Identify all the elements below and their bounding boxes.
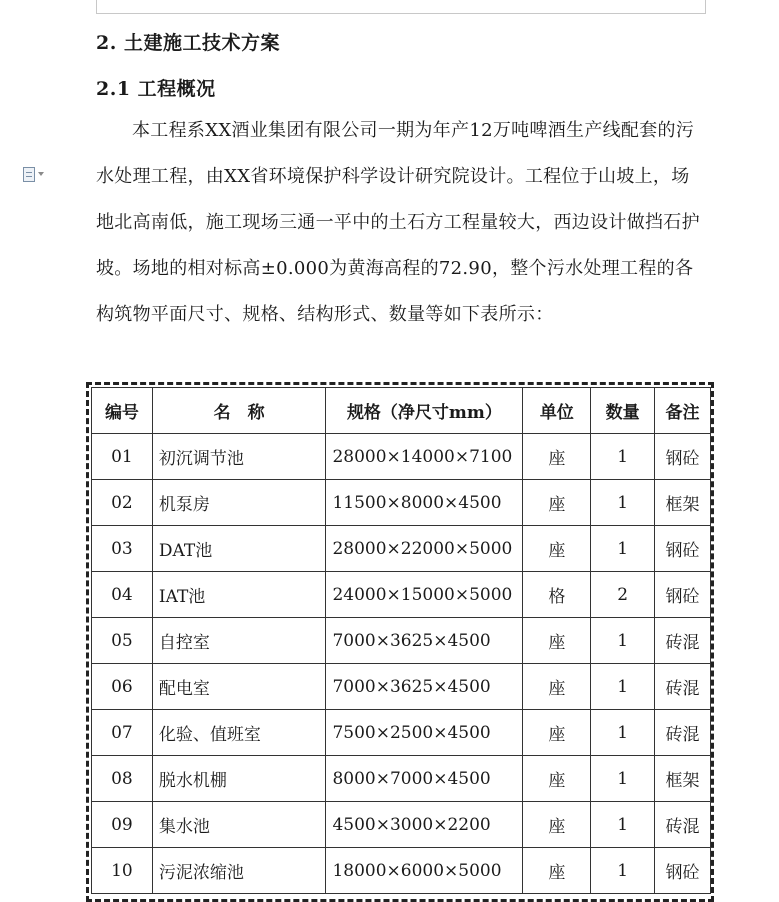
- header-cell: 编号: [92, 388, 153, 434]
- subsection-heading: 2.1 工程概况: [96, 78, 216, 100]
- cell-remark: 框架: [655, 756, 711, 802]
- cell-remark: 砖混: [655, 710, 711, 756]
- cell-unit: 座: [523, 526, 591, 572]
- cell-name: 自控室: [152, 618, 326, 664]
- cell-remark: 钢砼: [655, 572, 711, 618]
- cell-spec: 4500×3000×2200: [326, 802, 523, 848]
- cell-spec: 24000×15000×5000: [326, 572, 523, 618]
- cell-quantity: 1: [591, 664, 655, 710]
- cell-spec: 7000×3625×4500: [326, 664, 523, 710]
- cell-unit: 座: [523, 848, 591, 894]
- page-corner-right: [705, 0, 706, 14]
- cell-spec: 28000×22000×5000: [326, 526, 523, 572]
- cell-unit: 座: [523, 618, 591, 664]
- table-row: [92, 526, 711, 572]
- cell-spec: 11500×8000×4500: [326, 480, 523, 526]
- cell-quantity: 1: [591, 802, 655, 848]
- page-corner-left: [96, 0, 97, 14]
- page-margin-line: [96, 13, 706, 14]
- header-cell: 名 称: [152, 388, 326, 434]
- cell-name: IAT池: [152, 572, 326, 618]
- cell-spec: 7500×2500×4500: [326, 710, 523, 756]
- cell-number: 10: [92, 848, 153, 894]
- section-heading: 2. 土建施工技术方案: [96, 32, 280, 54]
- cell-remark: 砖混: [655, 664, 711, 710]
- cell-quantity: 1: [591, 618, 655, 664]
- table-row: [92, 618, 711, 664]
- cell-name: 脱水机棚: [152, 756, 326, 802]
- cell-unit: 座: [523, 802, 591, 848]
- table-row: [92, 710, 711, 756]
- cell-spec: 28000×14000×7100: [326, 434, 523, 480]
- overview-paragraph: 本工程系XX酒业集团有限公司一期为年产12万吨啤酒生产线配套的污水处理工程，由XX省环境保护科学设计研究院设计。工程位于山坡上，场地北高南低，施工现场三通一平中的土石方工程量较大，西边设计做挡石护坡。场地的相对标高±0.000为黄海高程的72.90，整个污水处理工程的各构筑物平面尺寸、规格、结构形式、数量等如下表所示：: [96, 120, 700, 325]
- cell-name: 集水池: [152, 802, 326, 848]
- cell-quantity: 1: [591, 848, 655, 894]
- cell-quantity: 1: [591, 526, 655, 572]
- cell-number: 01: [92, 434, 153, 480]
- cell-number: 07: [92, 710, 153, 756]
- header-cell: 数量: [591, 388, 655, 434]
- cell-unit: 座: [523, 480, 591, 526]
- cell-remark: 砖混: [655, 618, 711, 664]
- cell-remark: 钢砼: [655, 526, 711, 572]
- cell-quantity: 1: [591, 434, 655, 480]
- structures-table-frame: [86, 382, 714, 902]
- cell-name: 配电室: [152, 664, 326, 710]
- cell-remark: 框架: [655, 480, 711, 526]
- header-cell: 规格（净尺寸mm）: [326, 388, 523, 434]
- cell-spec: 8000×7000×4500: [326, 756, 523, 802]
- cell-unit: 格: [523, 572, 591, 618]
- cell-quantity: 1: [591, 480, 655, 526]
- table-row: [92, 434, 711, 480]
- cell-name: DAT池: [152, 526, 326, 572]
- cell-remark: 钢砼: [655, 848, 711, 894]
- cell-number: 06: [92, 664, 153, 710]
- cell-quantity: 1: [591, 756, 655, 802]
- header-cell: 备注: [655, 388, 711, 434]
- cell-number: 03: [92, 526, 153, 572]
- table-header-row: [92, 388, 711, 434]
- header-cell: 单位: [523, 388, 591, 434]
- cell-number: 02: [92, 480, 153, 526]
- cell-unit: 座: [523, 710, 591, 756]
- cell-unit: 座: [523, 434, 591, 480]
- cell-number: 08: [92, 756, 153, 802]
- cell-remark: 砖混: [655, 802, 711, 848]
- cell-name: 污泥浓缩池: [152, 848, 326, 894]
- cell-name: 初沉调节池: [152, 434, 326, 480]
- table-row: [92, 802, 711, 848]
- cell-unit: 座: [523, 664, 591, 710]
- table-row: [92, 572, 711, 618]
- cell-quantity: 2: [591, 572, 655, 618]
- cell-spec: 18000×6000×5000: [326, 848, 523, 894]
- table-row: [92, 848, 711, 894]
- document-icon: [23, 167, 35, 182]
- table-row: [92, 480, 711, 526]
- cell-unit: 座: [523, 756, 591, 802]
- structures-table: [91, 387, 711, 894]
- cell-spec: 7000×3625×4500: [326, 618, 523, 664]
- cell-quantity: 1: [591, 710, 655, 756]
- cell-remark: 钢砼: [655, 434, 711, 480]
- paragraph-options-button[interactable]: [23, 166, 49, 182]
- cell-number: 09: [92, 802, 153, 848]
- cell-name: 化验、值班室: [152, 710, 326, 756]
- table-row: [92, 756, 711, 802]
- cell-number: 05: [92, 618, 153, 664]
- table-row: [92, 664, 711, 710]
- cell-name: 机泵房: [152, 480, 326, 526]
- cell-number: 04: [92, 572, 153, 618]
- chevron-down-icon: [38, 172, 44, 176]
